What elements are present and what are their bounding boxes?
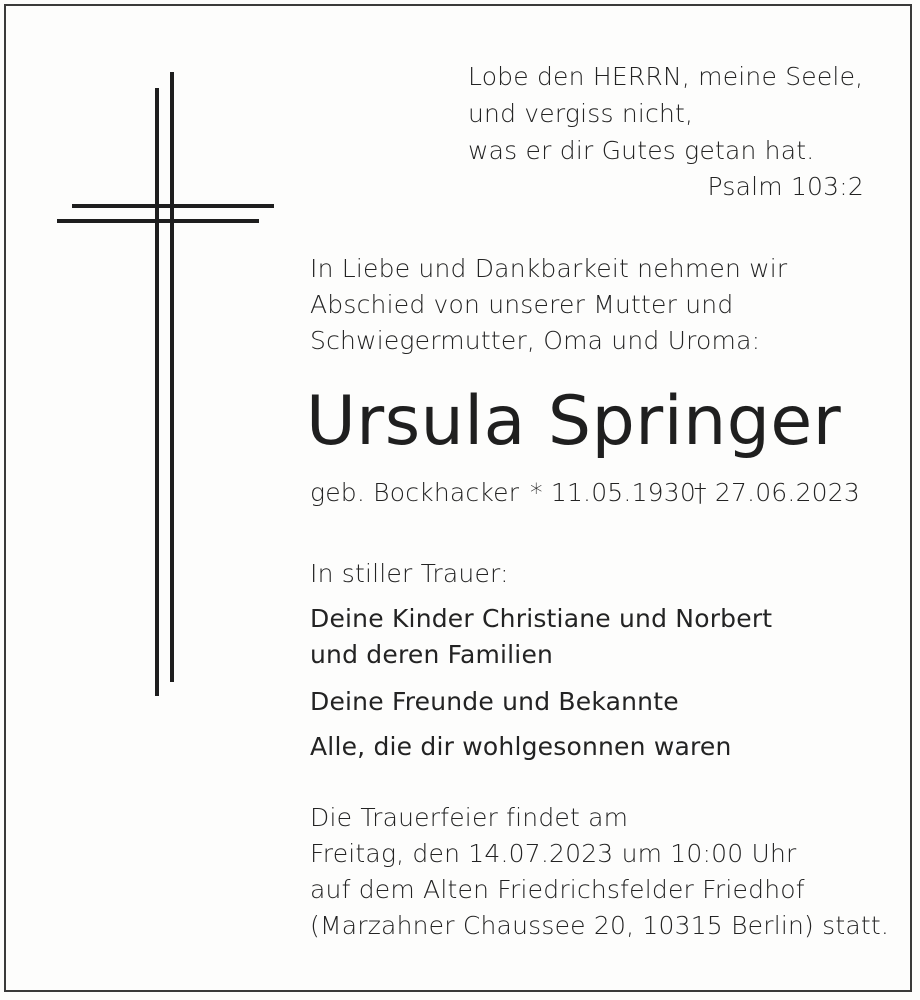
life-dates: [310, 478, 860, 507]
mourner-group-children: [310, 601, 772, 673]
mourner-group-friends: Deine Freunde und Bekannte: [310, 687, 679, 716]
intro-line: Schwiegermutter, Oma und Uroma:: [310, 326, 761, 355]
death-date: † 27.06.2023: [694, 478, 860, 507]
intro-text: [310, 251, 787, 359]
mourners-label: In stiller Trauer:: [310, 559, 509, 588]
funeral-line: (Marzahner Chaussee 20, 10315 Berlin) statt.: [310, 911, 890, 940]
psalm-reference: Psalm 103:2: [707, 172, 864, 201]
psalm-line: und vergiss nicht,: [468, 99, 694, 128]
deceased-name: Ursula Springer: [306, 382, 842, 461]
maiden-name: geb. Bockhacker: [310, 478, 520, 507]
funeral-line: auf dem Alten Friedrichsfelder Friedhof: [310, 875, 805, 904]
funeral-info: [310, 800, 889, 944]
mourner-line: Deine Kinder Christiane und Norbert: [310, 604, 773, 633]
funeral-line: Freitag, den 14.07.2023 um 10:00 Uhr: [310, 839, 797, 868]
funeral-line: Die Trauerfeier findet am: [310, 803, 629, 832]
mourner-line: und deren Familien: [310, 640, 554, 669]
intro-line: Abschied von unserer Mutter und: [310, 290, 734, 319]
psalm-verse: [468, 58, 863, 169]
intro-line: In Liebe und Dankbarkeit nehmen wir: [310, 254, 788, 283]
psalm-line: was er dir Gutes getan hat.: [468, 136, 815, 165]
mourner-group-others: Alle, die dir wohlgesonnen waren: [310, 732, 732, 761]
psalm-line: Lobe den HERRN, meine Seele,: [468, 62, 864, 91]
birth-date: * 11.05.1930: [530, 478, 696, 507]
